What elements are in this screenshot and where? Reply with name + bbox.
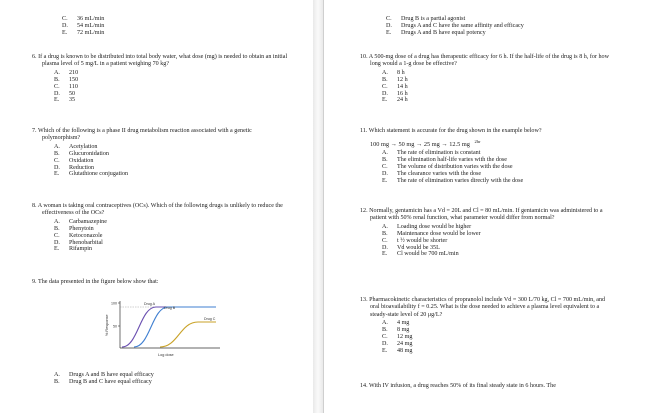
- question-12-stem: 12. Normally, gentamicin has a Vd = 20L and Cl = 80 mL/min. If gentamicin was administered to a patient with 50% renal function, what parameter would differ from normal?: [360, 208, 603, 222]
- label-drug-c: Drug C: [204, 317, 216, 321]
- question-8: [32, 203, 302, 253]
- question-10-stem: 10. A 500-mg dose of a drug has therapeutic efficacy for 6 h. If the half-life of the drug is 8 h, for how long would a 1-g dose be effective?: [360, 54, 609, 68]
- option-a: A. Loading dose would be higher: [382, 223, 472, 230]
- option-a: A. 8 h: [382, 69, 405, 76]
- question-9-options-block: [32, 371, 302, 386]
- option-b: B. 150: [54, 76, 79, 83]
- question-6-options: [54, 70, 302, 105]
- option-d: D. Drugs A and C have the same affinity and efficacy: [386, 22, 524, 29]
- option-e: E. Cl would be 700 mL/min: [382, 251, 459, 258]
- option-a: A. Acetylation: [54, 143, 98, 150]
- option-c: C. 14 h: [382, 83, 408, 90]
- right-page: [323, 0, 637, 413]
- option-b: B. Phenytoin: [54, 225, 94, 232]
- option-d: D. 50: [54, 90, 76, 97]
- option-c: C. 110: [54, 83, 78, 90]
- option-d: D. Vd would be 35L: [382, 244, 440, 251]
- option-d: D. The clearance varies with the dose: [382, 170, 482, 177]
- option-c: C. Drug B is a partial agonist: [386, 16, 466, 22]
- question-9-options: [54, 372, 302, 386]
- question-9: [32, 279, 302, 286]
- question-12-options: [382, 224, 628, 259]
- option-e: E. Glutathione conjugation: [54, 171, 129, 178]
- left-page: [0, 0, 314, 413]
- option-a: A. Drugs A and B have equal efficacy: [54, 372, 154, 378]
- option-b: B. The elimination half-life varies with the dose: [382, 156, 507, 163]
- option-c: C. Oxidation: [54, 157, 94, 164]
- option-c: C. t ½ would be shorter: [382, 237, 448, 244]
- question-11: [360, 128, 628, 184]
- question-11-example: 100 mg → 50 mg → 25 mg → 12.5 mg $^{2hr}$: [370, 139, 481, 149]
- options-list: [62, 16, 104, 37]
- continued-options-right: [364, 15, 524, 37]
- option-a: A. 4 mg: [382, 320, 410, 327]
- question-8-options: [54, 219, 302, 254]
- option-e: E. 35: [54, 97, 76, 104]
- option-b: B. 12 h: [382, 76, 408, 83]
- option-b: B. 8 mg: [382, 327, 410, 334]
- question-7-options: [54, 144, 302, 179]
- option-e: E. Rifampin: [54, 246, 93, 253]
- option-d: D. 24 mg: [382, 340, 413, 347]
- option-c: C. Ketoconazole: [54, 232, 103, 239]
- x-axis-label: Log dose: [158, 353, 174, 357]
- question-8-stem: 8. A woman is taking oral contraceptives (OCs). Which of the following drugs is unlikely to reduce the effectiveness of the OCs?: [32, 203, 283, 217]
- option-d: D. Reduction: [54, 164, 95, 171]
- option-a: A. Carbamazepine: [54, 218, 107, 225]
- option-c: C. 12 mg: [382, 334, 413, 341]
- question-12: [360, 208, 628, 258]
- y-tick-label-100: 100: [111, 301, 117, 306]
- option-d: D. Phenobarbital: [54, 239, 103, 246]
- question-13-options: [382, 320, 628, 355]
- option-b: B. Maintenance dose would be lower: [382, 230, 481, 237]
- example-interval: 2hr: [474, 139, 481, 145]
- option-e: E. Drugs A and B have equal potency: [386, 29, 486, 36]
- question-6-stem: 6. If a drug is known to be distributed into total body water, what dose (mg) is needed to obtain an initial plasma level of 5 mg/L in a patient weighing 70 kg?: [32, 54, 288, 68]
- question-14: [360, 383, 628, 390]
- option-a: A. The rate of elimination is constant: [382, 149, 481, 156]
- question-13-stem: 13. Pharmacokinetic characteristics of propranolol include Vd = 300 L/70 kg, Cl = 700 mL/min, and oral bioavailability f = 0.25. What is the dose needed to achieve a plasma level equivalent to a steady-state level of 20 μg/L?: [360, 297, 606, 318]
- option-e: E. 24 h: [382, 97, 408, 104]
- option-e: E. The rate of elimination varies directly with the dose: [382, 177, 524, 184]
- option-d: D. 16 h: [382, 90, 408, 97]
- page-gutter: [313, 0, 323, 413]
- option-c: C. 36 mL/min: [62, 16, 105, 22]
- question-11-options: [382, 150, 628, 185]
- label-drug-a: Drug A: [144, 302, 155, 306]
- question-7-stem: 7. Which of the following is a phase II drug metabolism reaction associated with a genetic polymorphism?: [32, 128, 252, 142]
- dose-response-figure: [98, 296, 233, 364]
- option-c: C. The volume of distribution varies with the dose: [382, 163, 513, 170]
- question-11-stem: 11. Which statement is accurate for the drug shown in the example below?: [360, 128, 542, 134]
- options-list: [386, 16, 524, 37]
- question-10-options: [382, 70, 628, 105]
- option-a: A. 210: [54, 69, 79, 76]
- question-7: [32, 128, 302, 178]
- question-6: [32, 54, 302, 104]
- y-tick-label-50: 50: [113, 324, 117, 329]
- option-b: B. Drug B and C have equal efficacy: [54, 378, 152, 385]
- label-drug-b: Drug B: [164, 306, 176, 310]
- question-10: [360, 54, 628, 104]
- option-b: B. Glucuronidation: [54, 150, 109, 157]
- y-axis-label: % Response: [105, 314, 109, 336]
- question-9-stem: 9. The data presented in the figure below show that:: [32, 279, 159, 285]
- option-d: D. 54 mL/min: [62, 22, 105, 29]
- question-13: [360, 297, 628, 355]
- option-e: E. 48 mg: [382, 347, 413, 354]
- option-e: E. 72 mL/min: [62, 29, 105, 36]
- continued-options-left: [40, 15, 104, 37]
- question-14-stem: 14. With IV infusion, a drug reaches 50% of its final steady state in 6 hours. The: [360, 383, 556, 389]
